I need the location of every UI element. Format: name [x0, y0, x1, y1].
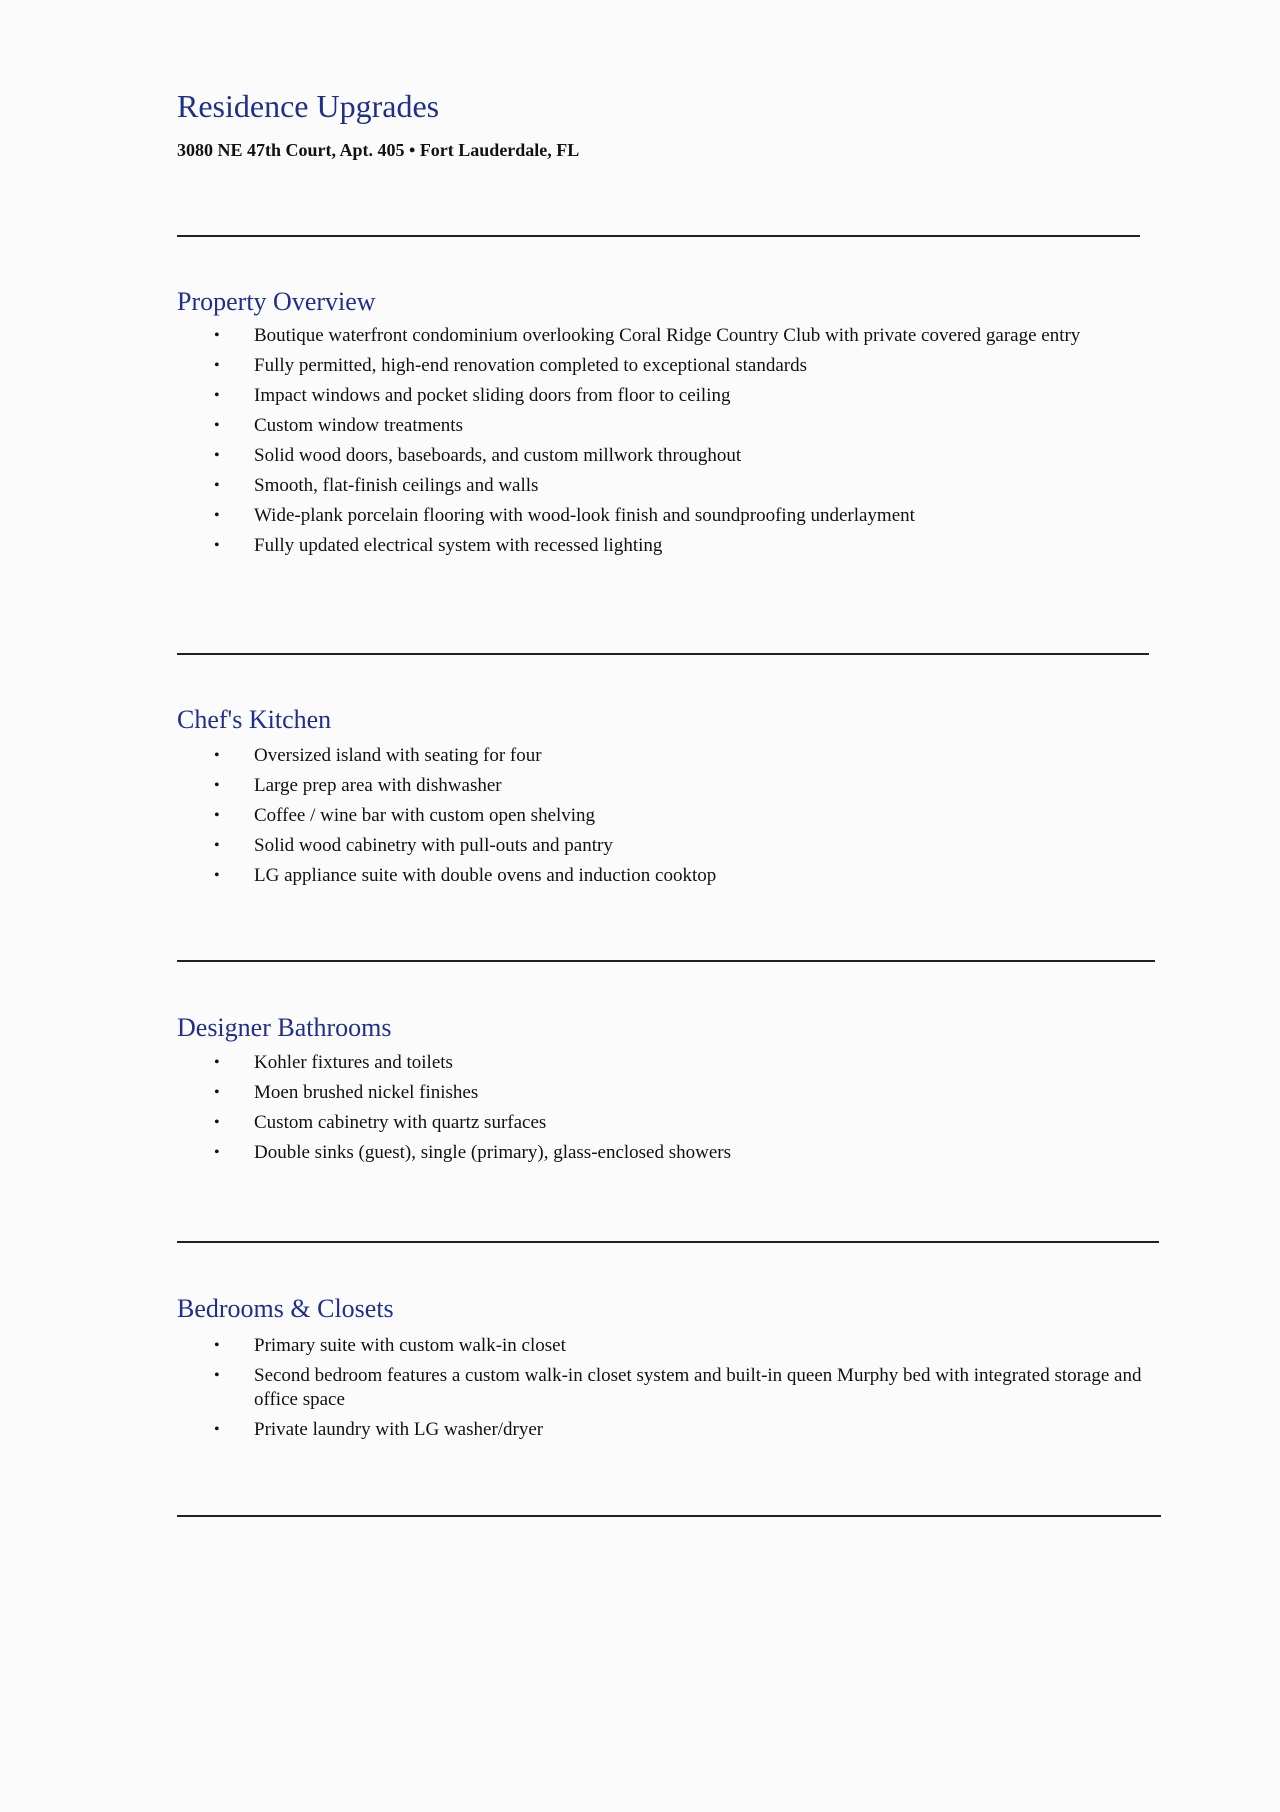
list-item: • Kohler fixtures and toilets	[214, 1051, 1154, 1075]
divider	[177, 960, 1155, 962]
section-title-property-overview: Property Overview	[177, 287, 376, 316]
bedrooms-closets-list	[214, 1334, 1154, 1448]
list-item: • Coffee / wine bar with custom open shelving	[214, 804, 1154, 828]
divider	[177, 235, 1140, 237]
list-item: • Solid wood cabinetry with pull-outs and pantry	[214, 834, 1154, 858]
property-address: 3080 NE 47th Court, Apt. 405 • Fort Lauderdale, FL	[177, 140, 580, 160]
chefs-kitchen-list	[214, 744, 1154, 894]
divider	[177, 653, 1149, 655]
divider	[177, 1241, 1159, 1243]
list-item: • Fully updated electrical system with recessed lighting	[214, 534, 1154, 558]
list-item: • LG appliance suite with double ovens and induction cooktop	[214, 864, 1154, 888]
list-item: • Large prep area with dishwasher	[214, 774, 1154, 798]
list-item: • Primary suite with custom walk-in closet	[214, 1334, 1154, 1358]
list-item: • Private laundry with LG washer/dryer	[214, 1418, 1154, 1442]
list-item: • Oversized island with seating for four	[214, 744, 1154, 768]
list-item: • Custom window treatments	[214, 414, 1154, 438]
list-item: • Boutique waterfront condominium overlooking Coral Ridge Country Club with private covered garage entry	[214, 324, 1154, 348]
list-item: • Impact windows and pocket sliding doors from floor to ceiling	[214, 384, 1154, 408]
list-item: • Fully permitted, high-end renovation completed to exceptional standards	[214, 354, 1154, 378]
list-item: • Moen brushed nickel finishes	[214, 1081, 1154, 1105]
section-title-bedrooms-closets: Bedrooms & Closets	[177, 1294, 394, 1323]
list-item: • Solid wood doors, baseboards, and custom millwork throughout	[214, 444, 1154, 468]
section-title-designer-bathrooms: Designer Bathrooms	[177, 1013, 392, 1042]
list-item: • Double sinks (guest), single (primary), glass-enclosed showers	[214, 1141, 1154, 1165]
page-title: Residence Upgrades	[177, 88, 440, 124]
designer-bathrooms-list	[214, 1051, 1154, 1171]
list-item: • Smooth, flat-finish ceilings and walls	[214, 474, 1154, 498]
section-title-chefs-kitchen: Chef's Kitchen	[177, 705, 332, 734]
property-overview-list	[214, 324, 1154, 564]
divider	[177, 1515, 1161, 1517]
list-item: • Wide-plank porcelain flooring with wood-look finish and soundproofing underlayment	[214, 504, 1154, 528]
list-item: • Custom cabinetry with quartz surfaces	[214, 1111, 1154, 1135]
list-item: • Second bedroom features a custom walk-in closet system and built-in queen Murphy bed with integrated storage and office space	[214, 1364, 1154, 1412]
